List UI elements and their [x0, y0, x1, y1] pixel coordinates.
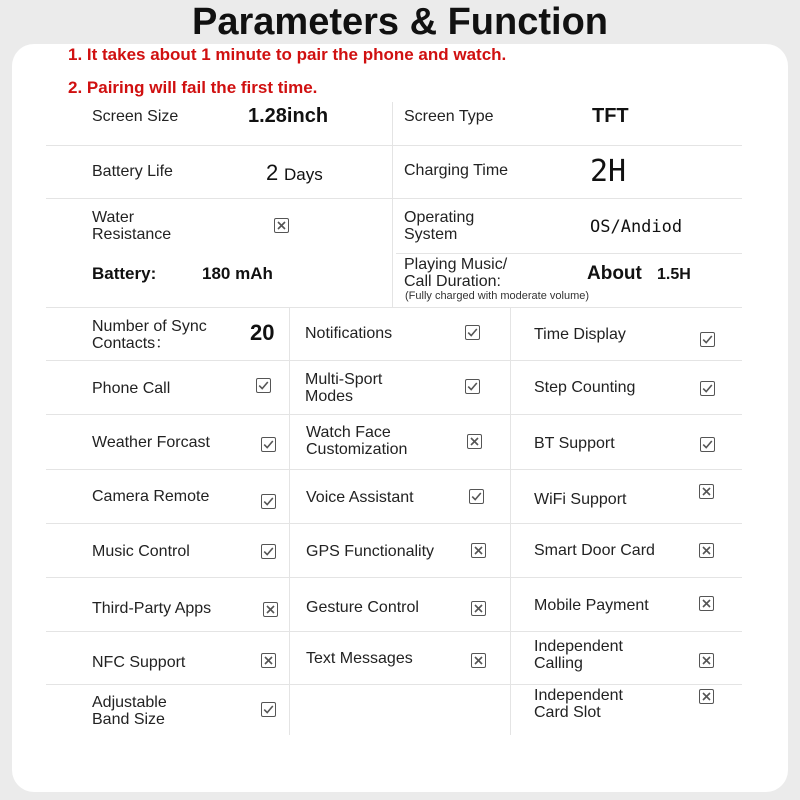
wifi-support-cross-icon [699, 484, 714, 499]
water-resistance-label-2: Resistance [92, 226, 172, 243]
divider [46, 577, 742, 578]
gps-cross-icon [471, 543, 486, 558]
independent-card-slot-label-1: Independent [534, 687, 623, 704]
time-display-label: Time Display [534, 326, 626, 343]
sync-contacts-value: 20 [250, 320, 275, 345]
adjustable-band-label-1: Adjustable [92, 694, 167, 711]
playing-music-value-a: About [587, 263, 642, 284]
screen-size-value: 1.28inch [248, 105, 329, 127]
voice-assistant-label: Voice Assistant [306, 489, 414, 506]
sync-contacts-label-2: Contacts： [92, 335, 172, 352]
gesture-control-cross-icon [471, 601, 486, 616]
playing-music-note: (Fully charged with moderate volume) [405, 290, 590, 302]
wifi-support-label: WiFi Support [534, 491, 627, 508]
mobile-payment-cross-icon [699, 596, 714, 611]
screen-type-value: TFT [592, 105, 629, 127]
charging-time-value: 2H [590, 154, 627, 189]
divider [46, 307, 742, 308]
os-label-1: Operating [404, 209, 475, 226]
screen-size-label: Screen Size [92, 108, 179, 125]
divider [46, 684, 742, 685]
smart-door-card-label: Smart Door Card [534, 542, 655, 559]
third-party-apps-label: Third-Party Apps [92, 600, 212, 617]
divider [46, 198, 742, 199]
divider [46, 523, 742, 524]
playing-music-label-2: Call Duration: [404, 273, 501, 290]
mobile-payment-label: Mobile Payment [534, 597, 649, 614]
independent-calling-cross-icon [699, 653, 714, 668]
nfc-support-label: NFC Support [92, 654, 186, 671]
battery-life-label: Battery Life [92, 163, 173, 180]
independent-calling-label-2: Calling [534, 655, 583, 672]
gps-label: GPS Functionality [306, 543, 435, 560]
text-messages-cross-icon [471, 653, 486, 668]
battery-life-number: 2 [266, 160, 279, 185]
time-display-check-icon [700, 332, 715, 347]
gesture-control-label: Gesture Control [306, 599, 419, 616]
divider [46, 414, 742, 415]
charging-time-label: Charging Time [404, 162, 509, 179]
divider [46, 145, 742, 146]
playing-music-label-1: Playing Music/ [404, 256, 508, 273]
screen-type-label: Screen Type [404, 108, 494, 125]
page-title: Parameters & Function [192, 1, 608, 43]
divider [46, 360, 742, 361]
divider [46, 631, 742, 632]
bt-support-check-icon [700, 437, 715, 452]
bt-support-label: BT Support [534, 435, 615, 452]
voice-assistant-check-icon [469, 489, 484, 504]
nfc-support-cross-icon [261, 653, 276, 668]
pairing-note-2: 2. Pairing will fail the first time. [68, 78, 318, 97]
pairing-note-1: 1. It takes about 1 minute to pair the phone and watch. [68, 45, 507, 64]
sync-contacts-label-1: Number of Sync [92, 318, 207, 335]
adjustable-band-check-icon [261, 702, 276, 717]
battery-value: 180 mAh [202, 264, 273, 283]
step-counting-label: Step Counting [534, 379, 636, 396]
music-control-check-icon [261, 544, 276, 559]
weather-check-icon [261, 437, 276, 452]
notifications-check-icon [465, 325, 480, 340]
text-messages-label: Text Messages [306, 650, 413, 667]
camera-remote-check-icon [261, 494, 276, 509]
spec-panel [12, 44, 788, 792]
phone-call-label: Phone Call [92, 380, 171, 397]
battery-label: Battery: [92, 264, 157, 283]
independent-card-slot-cross-icon [699, 689, 714, 704]
independent-calling-label-1: Independent [534, 638, 623, 655]
playing-music-value-b: 1.5H [657, 266, 691, 283]
step-counting-check-icon [700, 381, 715, 396]
divider [392, 102, 393, 307]
multi-sport-label-2: Modes [305, 388, 354, 405]
divider [289, 307, 290, 735]
divider [46, 469, 742, 470]
multi-sport-check-icon [465, 379, 480, 394]
music-control-label: Music Control [92, 543, 190, 560]
divider [510, 307, 511, 735]
adjustable-band-label-2: Band Size [92, 711, 165, 728]
phone-call-check-icon [256, 378, 271, 393]
camera-remote-label: Camera Remote [92, 488, 210, 505]
os-value: OS/Andiod [590, 217, 683, 237]
weather-label: Weather Forcast [92, 434, 210, 451]
watch-face-label-1: Watch Face [306, 424, 391, 441]
battery-life-unit: Days [284, 165, 323, 184]
water-resistance-label-1: Water [92, 209, 135, 226]
third-party-apps-cross-icon [263, 602, 278, 617]
watch-face-label-2: Customization [306, 441, 408, 458]
notifications-label: Notifications [305, 325, 393, 342]
divider [396, 253, 742, 254]
smart-door-card-cross-icon [699, 543, 714, 558]
multi-sport-label-1: Multi-Sport [305, 371, 383, 388]
water-resistance-cross-icon [274, 218, 289, 233]
independent-card-slot-label-2: Card Slot [534, 704, 601, 721]
watch-face-cross-icon [467, 434, 482, 449]
os-label-2: System [404, 226, 458, 243]
